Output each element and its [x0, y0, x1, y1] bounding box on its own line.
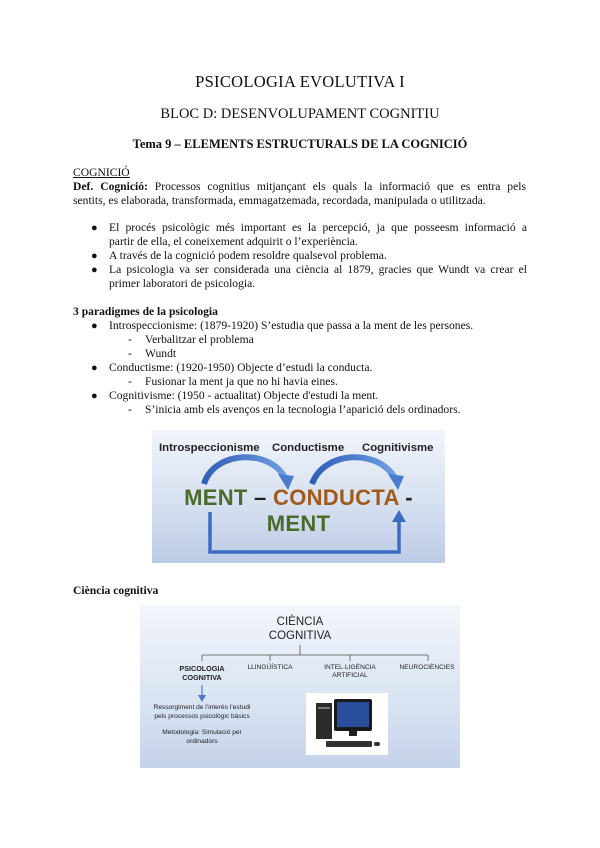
- bullet-dot: ●: [91, 250, 98, 262]
- dash-2: -: [398, 485, 413, 510]
- bullet-2-line-1: A través de la cognició podem resoldre qualsevol problema.: [109, 249, 387, 262]
- note-1-line-2: pels processos psicològic bàsics: [154, 713, 250, 720]
- word-ment-1: MENT: [184, 485, 248, 510]
- paradigm-1-sub-2: Wundt: [145, 347, 177, 360]
- bullet-dot: ●: [91, 390, 98, 402]
- monitor-stand: [349, 731, 357, 736]
- branch-neurociencies: NEUROCIÈNCIES: [399, 664, 455, 671]
- bullet-1-line-2: partir de ella, el coneixement adquirit o l’experiència.: [109, 235, 358, 248]
- tema-heading: Tema 9 – ELEMENTS ESTRUCTURALS DE LA COGNICIÓ: [132, 137, 468, 151]
- definition-line-1: [73, 180, 526, 194]
- sub-dash: -: [128, 333, 132, 346]
- paradigm-3-sub-1: S’inicia amb els avenços en la tecnologia l’aparició dels ordinadors.: [145, 403, 461, 416]
- note-2-line-2: ordinadors: [186, 738, 218, 745]
- section-cognicio-heading: COGNICIÓ: [73, 166, 130, 179]
- pc-tower-bay: [318, 707, 330, 709]
- paradigm-2-text: Conductisme: (1920-1950) Objecte d’estudi la conducta.: [109, 361, 373, 374]
- branch-linguistica: LLINGÜÍSTICA: [247, 664, 293, 671]
- note-2-line-1: Metodologia: Simulació per: [162, 729, 242, 736]
- bullet-3-line-1: La psicologia va ser considerada una ciència al 1879, gracies que Wundt va crear el: [109, 263, 527, 276]
- bullet-dot: ●: [91, 320, 98, 332]
- monitor-screen: [337, 702, 369, 727]
- branch-ia-l2: ARTIFICIAL: [332, 672, 368, 679]
- paradigm-3-text: Cognitivisme: (1950 - actualitat) Objecte d'estudi la ment.: [109, 389, 379, 402]
- curved-arrow-1: [204, 457, 286, 484]
- down-arrow-head: [198, 695, 206, 702]
- branch-psicologia-cognitiva-l2: COGNITIVA: [182, 673, 222, 682]
- bullet-dot: ●: [91, 222, 98, 234]
- bullet-dot: ●: [91, 362, 98, 374]
- bloc-heading: BLOC D: DESENVOLUPAMENT COGNITIU: [160, 106, 440, 122]
- ment-conducta-ment: [152, 485, 445, 537]
- section-ciencia-cognitiva-heading: Ciència cognitiva: [73, 584, 159, 597]
- root-node-line-2: COGNITIVA: [268, 630, 332, 642]
- word-ment-2: MENT: [266, 511, 331, 536]
- cognitive-science-diagram: [140, 605, 460, 768]
- word-conducta: CONDUCTA: [273, 485, 399, 510]
- sub-dash: -: [128, 403, 132, 416]
- bullet-3-line-2: primer laboratori de psicologia.: [109, 277, 256, 290]
- definition-label: Def. Cognició:: [73, 180, 148, 193]
- sub-dash: -: [128, 347, 132, 360]
- definition-text-1: Processos cognitius mitjançant els quals la informació que es entra pels: [154, 180, 526, 193]
- definition-line-2: sentits, es elaborada, transformada, emmagatzemada, recordada, manipulada o utilitzada.: [73, 194, 486, 207]
- section-paradigmes-heading: 3 paradigmes de la psicologia: [73, 305, 218, 318]
- branch-ia-l1: INTEL·LIGÈNCIA: [324, 664, 376, 671]
- paradigm-1-text: Introspeccionisme: (1879-1920) S’estudia que passa a la ment de les persones.: [109, 319, 474, 332]
- computer-image: [306, 693, 388, 755]
- dash-1: –: [247, 485, 274, 510]
- label-cognitivisme: Cognitivisme: [362, 442, 434, 454]
- note-1-line-1: Ressorgiment de l’interès l’estudi: [153, 704, 251, 711]
- bullet-1-line-1: El procés psicològic més important es la percepció, ja que posseesm informació a: [109, 221, 527, 234]
- keyboard: [326, 741, 372, 747]
- curved-arrow-2: [312, 457, 396, 484]
- paradigm-2-sub-1: Fusionar la ment ja que no hi havia eines.: [145, 375, 338, 388]
- mouse: [374, 742, 380, 746]
- label-conductisme: Conductisme: [272, 442, 345, 454]
- branch-psicologia-cognitiva-l1: PSICOLOGIA: [179, 664, 225, 673]
- document-title: PSICOLOGIA EVOLUTIVA I: [195, 72, 405, 91]
- label-introspeccionisme: Introspeccionisme: [159, 442, 260, 454]
- bullet-dot: ●: [91, 264, 98, 276]
- root-node-line-1: CIÈNCIA: [276, 616, 324, 628]
- paradigms-diagram: [152, 430, 445, 563]
- paradigm-1-sub-1: Verbalitzar el problema: [145, 333, 254, 346]
- sub-dash: -: [128, 375, 132, 388]
